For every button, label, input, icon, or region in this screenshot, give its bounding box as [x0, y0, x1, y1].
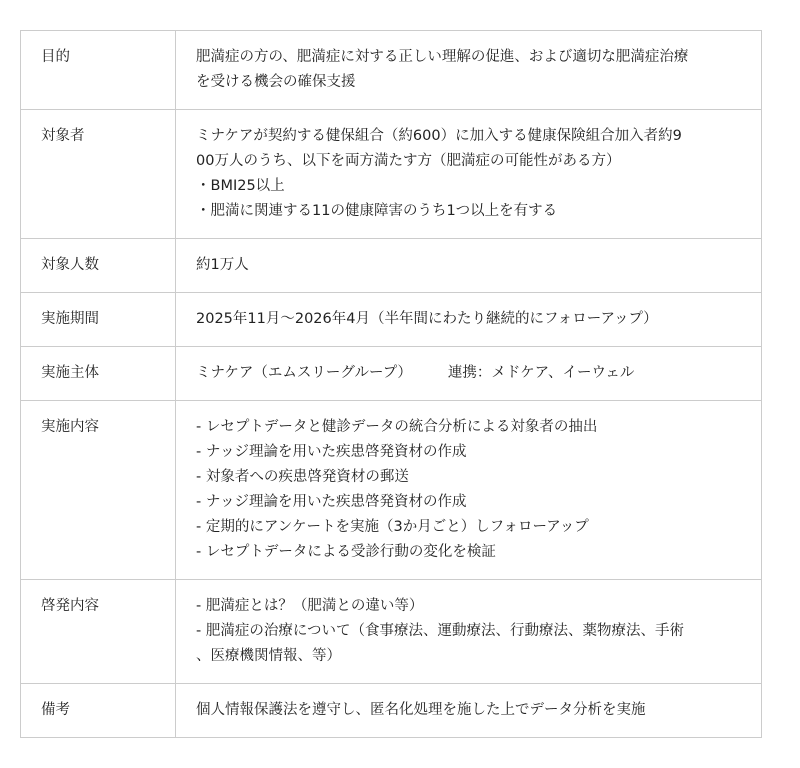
row-label-awareness: 啓発内容 — [21, 580, 176, 684]
program-overview-sheet — [20, 30, 762, 738]
organizer-partner: 連携：メドケア、イーウェル — [447, 365, 635, 381]
row-value-purpose — [176, 31, 762, 110]
value-line: ・BMI25以上 — [196, 178, 285, 194]
row-value-activities — [176, 401, 762, 580]
row-value-notes — [176, 684, 762, 738]
table-row-notes — [21, 684, 762, 738]
table-row-purpose — [21, 31, 762, 110]
value-line: - レセプトデータによる受診行動の変化を検証 — [196, 544, 496, 560]
value-line: - レセプトデータと健診データの統合分析による対象者の抽出 — [196, 419, 598, 435]
row-value-awareness — [176, 580, 762, 684]
value-line: - 肥満症とは？（肥満との違い等） — [196, 598, 424, 614]
value-line: 2025年11月～2026年4月（半年間にわたり継続的にフォローアップ） — [196, 311, 658, 327]
value-line: - ナッジ理論を用いた疾患啓発資材の作成 — [196, 494, 467, 510]
table-row-target — [21, 110, 762, 239]
program-info-table — [20, 30, 762, 738]
value-line: - 定期的にアンケートを実施（3か月ごと）しフォローアップ — [196, 519, 589, 535]
row-label-organizer: 実施主体 — [21, 347, 176, 401]
value-line: - 肥満症の治療について（食事療法、運動療法、行動療法、薬物療法、手術 — [196, 623, 685, 639]
value-line: 個人情報保護法を遵守し、匿名化処理を施した上でデータ分析を実施 — [196, 702, 646, 718]
value-line: 肥満症の方の、肥満症に対する正しい理解の促進、および適切な肥満症治療 — [196, 49, 689, 65]
value-line: - 対象者への疾患啓発資材の郵送 — [196, 469, 409, 485]
table-row-target-count — [21, 239, 762, 293]
value-line: - ナッジ理論を用いた疾患啓発資材の作成 — [196, 444, 467, 460]
row-label-target-count: 対象人数 — [21, 239, 176, 293]
row-label-period: 実施期間 — [21, 293, 176, 347]
row-value-organizer — [176, 347, 762, 401]
value-line: 、医療機関情報、等） — [196, 648, 341, 664]
value-line: ミナケアが契約する健保組合（約600）に加入する健康保険組合加入者約9 — [196, 128, 682, 144]
value-line: を受ける機会の確保支援 — [196, 74, 356, 90]
row-value-target — [176, 110, 762, 239]
row-label-target: 対象者 — [21, 110, 176, 239]
table-row-activities — [21, 401, 762, 580]
row-value-period — [176, 293, 762, 347]
row-label-purpose: 目的 — [21, 31, 176, 110]
organizer-main: ミナケア（エムスリーグループ） — [196, 365, 412, 381]
row-value-target-count — [176, 239, 762, 293]
table-row-organizer — [21, 347, 762, 401]
value-line: 00万人のうち、以下を両方満たす方（肥満症の可能性がある方） — [196, 153, 621, 169]
table-row-awareness — [21, 580, 762, 684]
value-line: 約1万人 — [196, 257, 249, 273]
table-row-period — [21, 293, 762, 347]
value-line — [196, 361, 741, 386]
row-label-notes: 備考 — [21, 684, 176, 738]
row-label-activities: 実施内容 — [21, 401, 176, 580]
value-line: ・肥満に関連する11の健康障害のうち1つ以上を有する — [196, 203, 558, 219]
